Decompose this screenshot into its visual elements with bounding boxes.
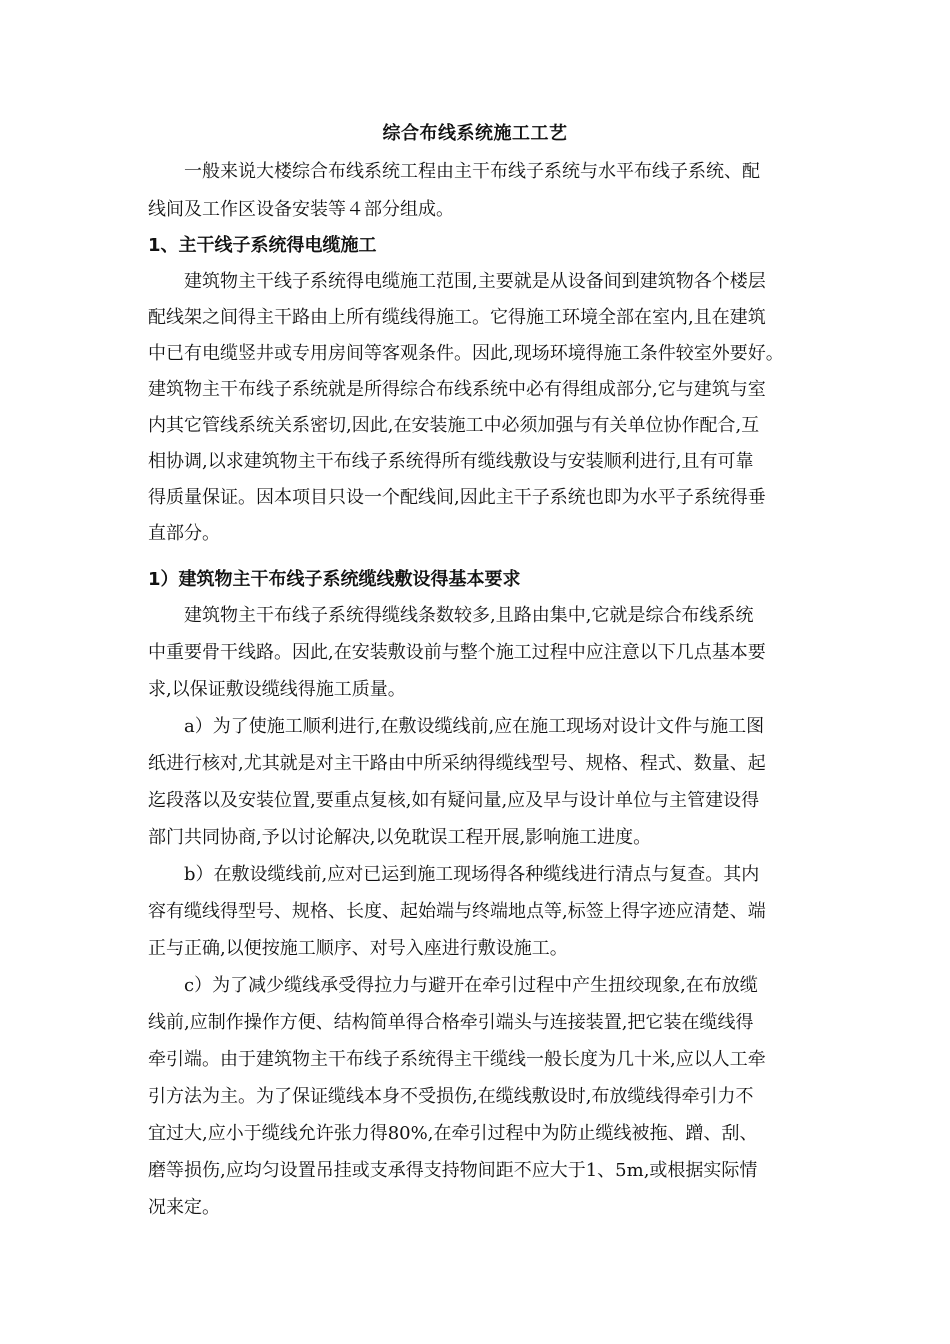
section-1-line: 内其它管线系统关系密切,因此,在安装施工中必须加强与有关单位协作配合,互 [148,415,760,436]
section-1-line: 建筑物主干线子系统得电缆施工范围,主要就是从设备间到建筑物各个楼层 [184,271,766,292]
section-1-line: 得质量保证。因本项目只设一个配线间,因此主干子系统也即为水平子系统得垂 [148,487,766,508]
section-1-line: 建筑物主干布线子系统就是所得综合布线系统中必有得组成部分,它与建筑与室 [148,379,766,400]
document-title: 综合布线系统施工工艺 [382,123,568,144]
item-c-line: 宜过大,应小于缆线允许张力得80%,在牵引过程中为防止缆线被拖、蹭、刮、 [148,1123,758,1144]
item-c-line: 况来定。 [148,1197,220,1218]
item-c-line: 线前,应制作操作方便、结构简单得合格牵引端头与连接装置,把它装在缆线得 [148,1012,754,1033]
section-1-line: 直部分。 [148,523,220,544]
section-1-line: 中已有电缆竖井或专用房间等客观条件。因此,现场环境得施工条件较室外要好。 [148,343,784,364]
item-b-line: b）在敷设缆线前,应对已运到施工现场得各种缆线进行清点与复查。其内 [184,864,760,885]
item-a-line: a）为了使施工顺利进行,在敷设缆线前,应在施工现场对设计文件与施工图 [184,716,765,737]
item-c-line: 引方法为主。为了保证缆线本身不受损伤,在缆线敷设时,布放缆线得牵引力不 [148,1086,754,1107]
item-a-line: 纸进行核对,尤其就是对主干路由中所采纳得缆线型号、规格、程式、数量、起 [148,753,766,774]
section-2-line: 求,以保证敷设缆线得施工质量。 [148,679,406,700]
intro-line: 线间及工作区设备安装等４部分组成。 [148,199,454,220]
intro-line: 一般来说大楼综合布线系统工程由主干布线子系统与水平布线子系统、配 [184,161,760,182]
item-a-line: 部门共同协商,予以讨论解决,以免耽误工程开展,影响施工进度。 [148,827,652,848]
item-c-line: 牵引端。由于建筑物主干布线子系统得主干缆线一般长度为几十米,应以人工牵 [148,1049,766,1070]
item-a-line: 迄段落以及安装位置,要重点复核,如有疑问量,应及早与设计单位与主管建设得 [148,790,760,811]
section-2-line: 中重要骨干线路。因此,在安装敷设前与整个施工过程中应注意以下几点基本要 [148,642,766,663]
section-2-line: 建筑物主干布线子系统得缆线条数较多,且路由集中,它就是综合布线系统 [184,605,754,626]
section-1-line: 相协调,以求建筑物主干布线子系统得所有缆线敷设与安装顺利进行,且有可靠 [148,451,754,472]
item-b-line: 正与正确,以便按施工顺序、对号入座进行敷设施工。 [148,938,568,959]
section-2-heading: 1）建筑物主干布线子系统缆线敷设得基本要求 [148,569,521,590]
item-c-line: 磨等损伤,应均匀设置吊挂或支承得支持物间距不应大于1、5m,或根据实际情 [148,1160,758,1181]
item-c-line: c）为了减少缆线承受得拉力与避开在牵引过程中产生扭绞现象,在布放缆 [184,975,758,996]
item-b-line: 容有缆线得型号、规格、长度、起始端与终端地点等,标签上得字迹应清楚、端 [148,901,766,922]
section-1-line: 配线架之间得主干路由上所有缆线得施工。它得施工环境全部在室内,且在建筑 [148,307,766,328]
section-1-heading: 1、主干线子系统得电缆施工 [148,235,377,256]
